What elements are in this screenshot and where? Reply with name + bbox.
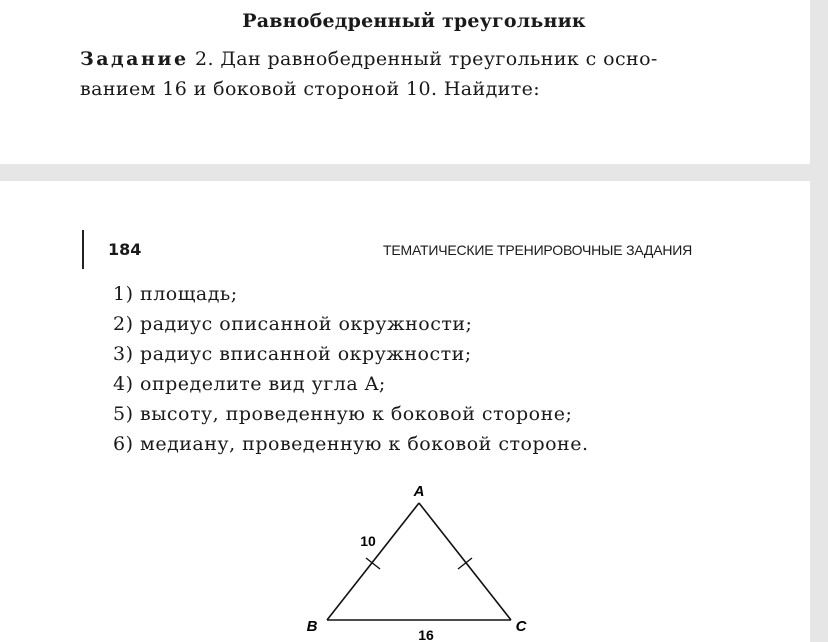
top-page — [0, 0, 810, 164]
question-item: 6) медиану, проведенную к боковой стороне. — [113, 433, 589, 455]
task-number: 2. — [188, 48, 221, 70]
task-text-line2: ванием 16 и боковой стороной 10. Найдите: — [80, 78, 541, 100]
side-ab — [327, 503, 419, 620]
question-item: 1) площадь; — [113, 283, 238, 305]
base-length-label: 16 — [418, 627, 434, 642]
task-label: Задание — [80, 48, 189, 70]
vertex-a-label: A — [413, 483, 425, 500]
side-ac — [419, 503, 511, 620]
bottom-page — [0, 181, 810, 642]
triangle-diagram — [290, 481, 550, 642]
running-head: ТЕМАТИЧЕСКИЕ ТРЕНИРОВОЧНЫЕ ЗАДАНИЯ — [383, 242, 693, 258]
triangle-figure — [290, 481, 550, 642]
question-item: 5) высоту, проведенную к боковой стороне; — [113, 403, 573, 425]
question-item: 3) радиус вписанной окружности; — [113, 343, 472, 365]
side-length-label: 10 — [360, 533, 376, 549]
vertex-b-label: B — [306, 618, 318, 635]
vertex-c-label: C — [515, 618, 527, 635]
question-list — [113, 279, 589, 459]
task-text-line1: Дан равнобедренный треугольник с осно- — [220, 48, 658, 70]
page-number: 184 — [108, 240, 142, 259]
section-title: Равнобедренный треугольник — [242, 10, 586, 32]
margin-rule — [82, 230, 84, 269]
question-item: 2) радиус описанной окружности; — [113, 313, 473, 335]
task-statement — [80, 44, 760, 104]
question-item: 4) определите вид угла A; — [113, 373, 386, 395]
